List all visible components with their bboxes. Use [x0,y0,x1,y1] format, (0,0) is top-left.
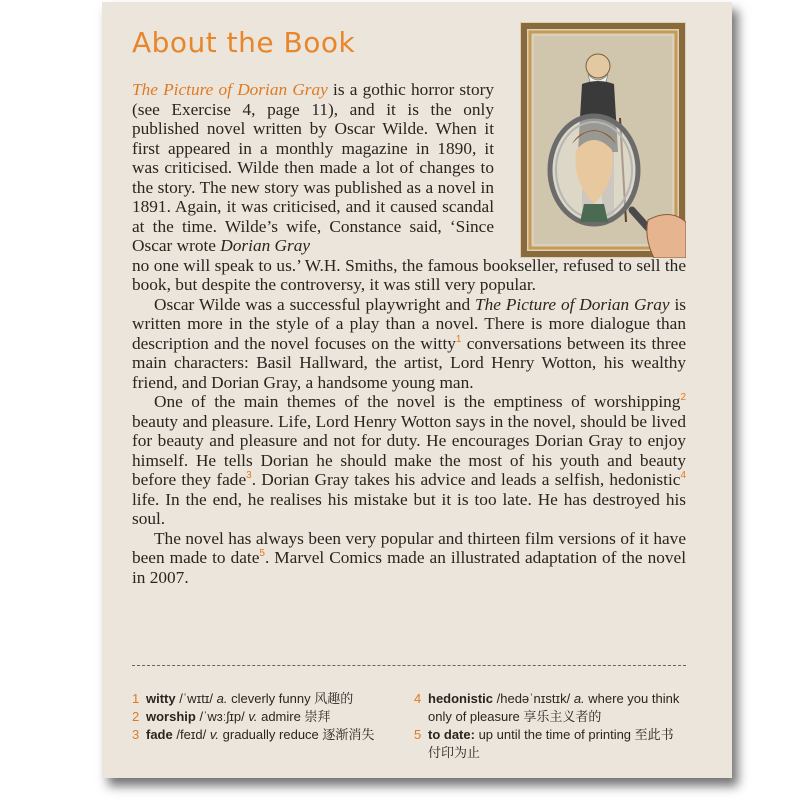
glossary-entry: 4 hedonistic /hedəˈnɪstɪk/ a. where you think only of pleasure 享乐主义者的 [414,691,680,724]
article-body [132,80,686,587]
footnote-marker-2: 2 [680,392,686,404]
footnote-marker-4: 4 [680,470,686,482]
footnote-marker-1: 1 [455,333,462,345]
footnote-marker-5: 5 [259,548,265,560]
quote-italic: Dorian Gray [220,236,311,255]
paragraph-3: One of the main themes of the novel is the emptiness of worshipping$^2$ beauty and pleasure. Life, Lord Henry Wotton says in the novel, should be lived for beauty and pleasure and not for duty. He encourages Dorian Gray to enjoy himself. He tells Dorian he should make the most of his youth and beauty before they fade$^3$. Dorian Gray takes his advice and leads a selfish, hedonistic$^4$ life. In the end, he realises his mistake but it is too late. He has destroyed his soul. [132,392,686,528]
paragraph-2: Oscar Wilde was a successful playwright and The Picture of Dorian Gray is written more in the style of a play than a novel. There is more dialogue than description and the novel focuses on the witty$^1$ conversations between its three main characters: Basil Hallward, the artist, Lord Henry Wotton, his wealthy friend, and Dorian Gray, a handsome young man. [132,294,686,392]
glossary-divider [132,665,686,666]
glossary-entry: 3 fade /feɪd/ v. gradually reduce 逐渐消失 [132,727,375,742]
footnote-marker-3: 3 [246,470,252,482]
glossary-entry: 5 to date: up until the time of printing 至此书付印为止 [414,727,674,760]
glossary-entry: 1 witty /ˈwɪtɪ/ a. cleverly funny 风趣的 [132,691,354,706]
page-title: About the Book [132,26,356,59]
paragraph-1-rest: no one will speak to us.’ W.H. Smiths, the famous bookseller, refused to sell the book, but despite the controversy, it was still very popular. [132,255,686,294]
book-title-italic: The Picture of Dorian Gray [132,80,328,99]
paragraph-4: The novel has always been very popular and thirteen film versions of it have been made to date$^5$. Marvel Comics made an illustrated adaptation of the novel in 2007. [132,528,686,587]
glossary-right-column [414,690,686,762]
glossary-entry: 2 worship /ˈwɜːʃɪp/ v. admire 崇拜 [132,709,331,724]
glossary-left-column [132,690,408,744]
paragraph-1-text: is a gothic horror story (see Exercise 4, page 11), and it is the only published novel written by Oscar Wilde. When it first appeared in a monthly magazine in 1890, it was criticised. Wilde then made a lot of changes to the story. The new story was published as a novel in 1891. Again, it was criticised, and it caused scandal at the time. Wilde’s wife, Constance said, ‘Since Oscar wrote [132,80,494,255]
paragraph-1 [132,80,686,295]
book-title-italic-2: The Picture of Dorian Gray [475,294,670,314]
